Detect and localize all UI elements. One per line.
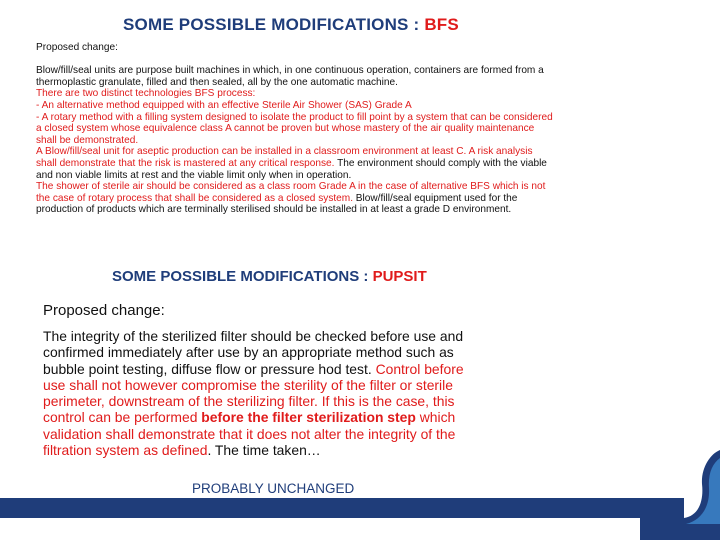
pupsit-proposed-label: Proposed change: bbox=[43, 302, 165, 319]
pupsit-black-1: The integrity of the sterilized filter should be checked before use and confirmed immediately after use by an appropriate method such as bubble point testing, diffuse flow or pressure hod test. bbox=[43, 328, 464, 377]
bfs-paragraph-4 bbox=[36, 146, 556, 181]
bfs-paragraph-5 bbox=[36, 181, 556, 216]
pupsit-red-2: which validation shall demonstrate that it does not alter the integrity of the filtration system as defined bbox=[43, 409, 456, 459]
bfs-paragraph-1: Blow/fill/seal units are purpose built machines in which, in one continuous operation, containers are formed from a thermoplastic granulate, filled and then sealed, all by the one automatic machine. bbox=[36, 65, 544, 88]
slide-title-pupsit bbox=[112, 268, 532, 285]
bfs-red-line-4: A Blow/fill/seal unit for aseptic production can be installed in a classroom environment at least C. A risk analysis shall demonstrate that the risk is mastered at any critical response. bbox=[36, 146, 533, 169]
pupsit-black-2: . The time taken… bbox=[207, 442, 321, 459]
bfs-red-line-1: There are two distinct technologies BFS process: bbox=[36, 88, 256, 100]
title-pupsit-prefix: SOME POSSIBLE MODIFICATIONS : bbox=[112, 268, 373, 285]
slide-title-bfs bbox=[123, 15, 603, 35]
pupsit-red-1: Control before use shall not however compromise the sterility of the filter or sterile perimeter, downstream of the sterilizing filter. If this is the case, this control can be performed bbox=[43, 360, 464, 426]
pupsit-text-block bbox=[43, 328, 488, 458]
bfs-text-block bbox=[36, 42, 556, 216]
bfs-black-line-5: Blow/fill/seal equipment used for the production of products which are terminally sterilised should be installed in at least a grade D environment. bbox=[36, 192, 518, 216]
pupsit-bold-red: before the filter sterilization step bbox=[201, 409, 416, 426]
bfs-black-line-4: The environment should comply with the viable and non viable limits at rest and the viable limit only when in operation. bbox=[36, 157, 547, 181]
bfs-proposed-label: Proposed change: bbox=[36, 42, 118, 53]
bfs-red-line-2: - An alternative method equipped with an effective Sterile Air Shower (SAS) Grade A bbox=[36, 99, 412, 111]
corner-swoosh-decoration bbox=[640, 450, 720, 540]
bfs-red-line-3: - A rotary method with a filling system designed to isolate the product to fill point by a system that can be considered a closed system whose equivalence class A cannot be proven but whose mastery of the air quality maintenance shall be demonstrated. bbox=[36, 111, 553, 146]
bottom-decor-bar bbox=[0, 498, 684, 518]
title-bfs-highlight: BFS bbox=[424, 15, 459, 34]
title-pupsit-highlight: PUPSIT bbox=[372, 268, 427, 285]
title-bfs-prefix: SOME POSSIBLE MODIFICATIONS : bbox=[123, 15, 425, 34]
bfs-red-line-5: The shower of sterile air should be considered as a class room Grade A in the case of alternative BFS which is not the case of rotary process that shall be considered as a closed system. bbox=[36, 181, 546, 204]
footer-note: PROBABLY UNCHANGED bbox=[192, 481, 355, 496]
